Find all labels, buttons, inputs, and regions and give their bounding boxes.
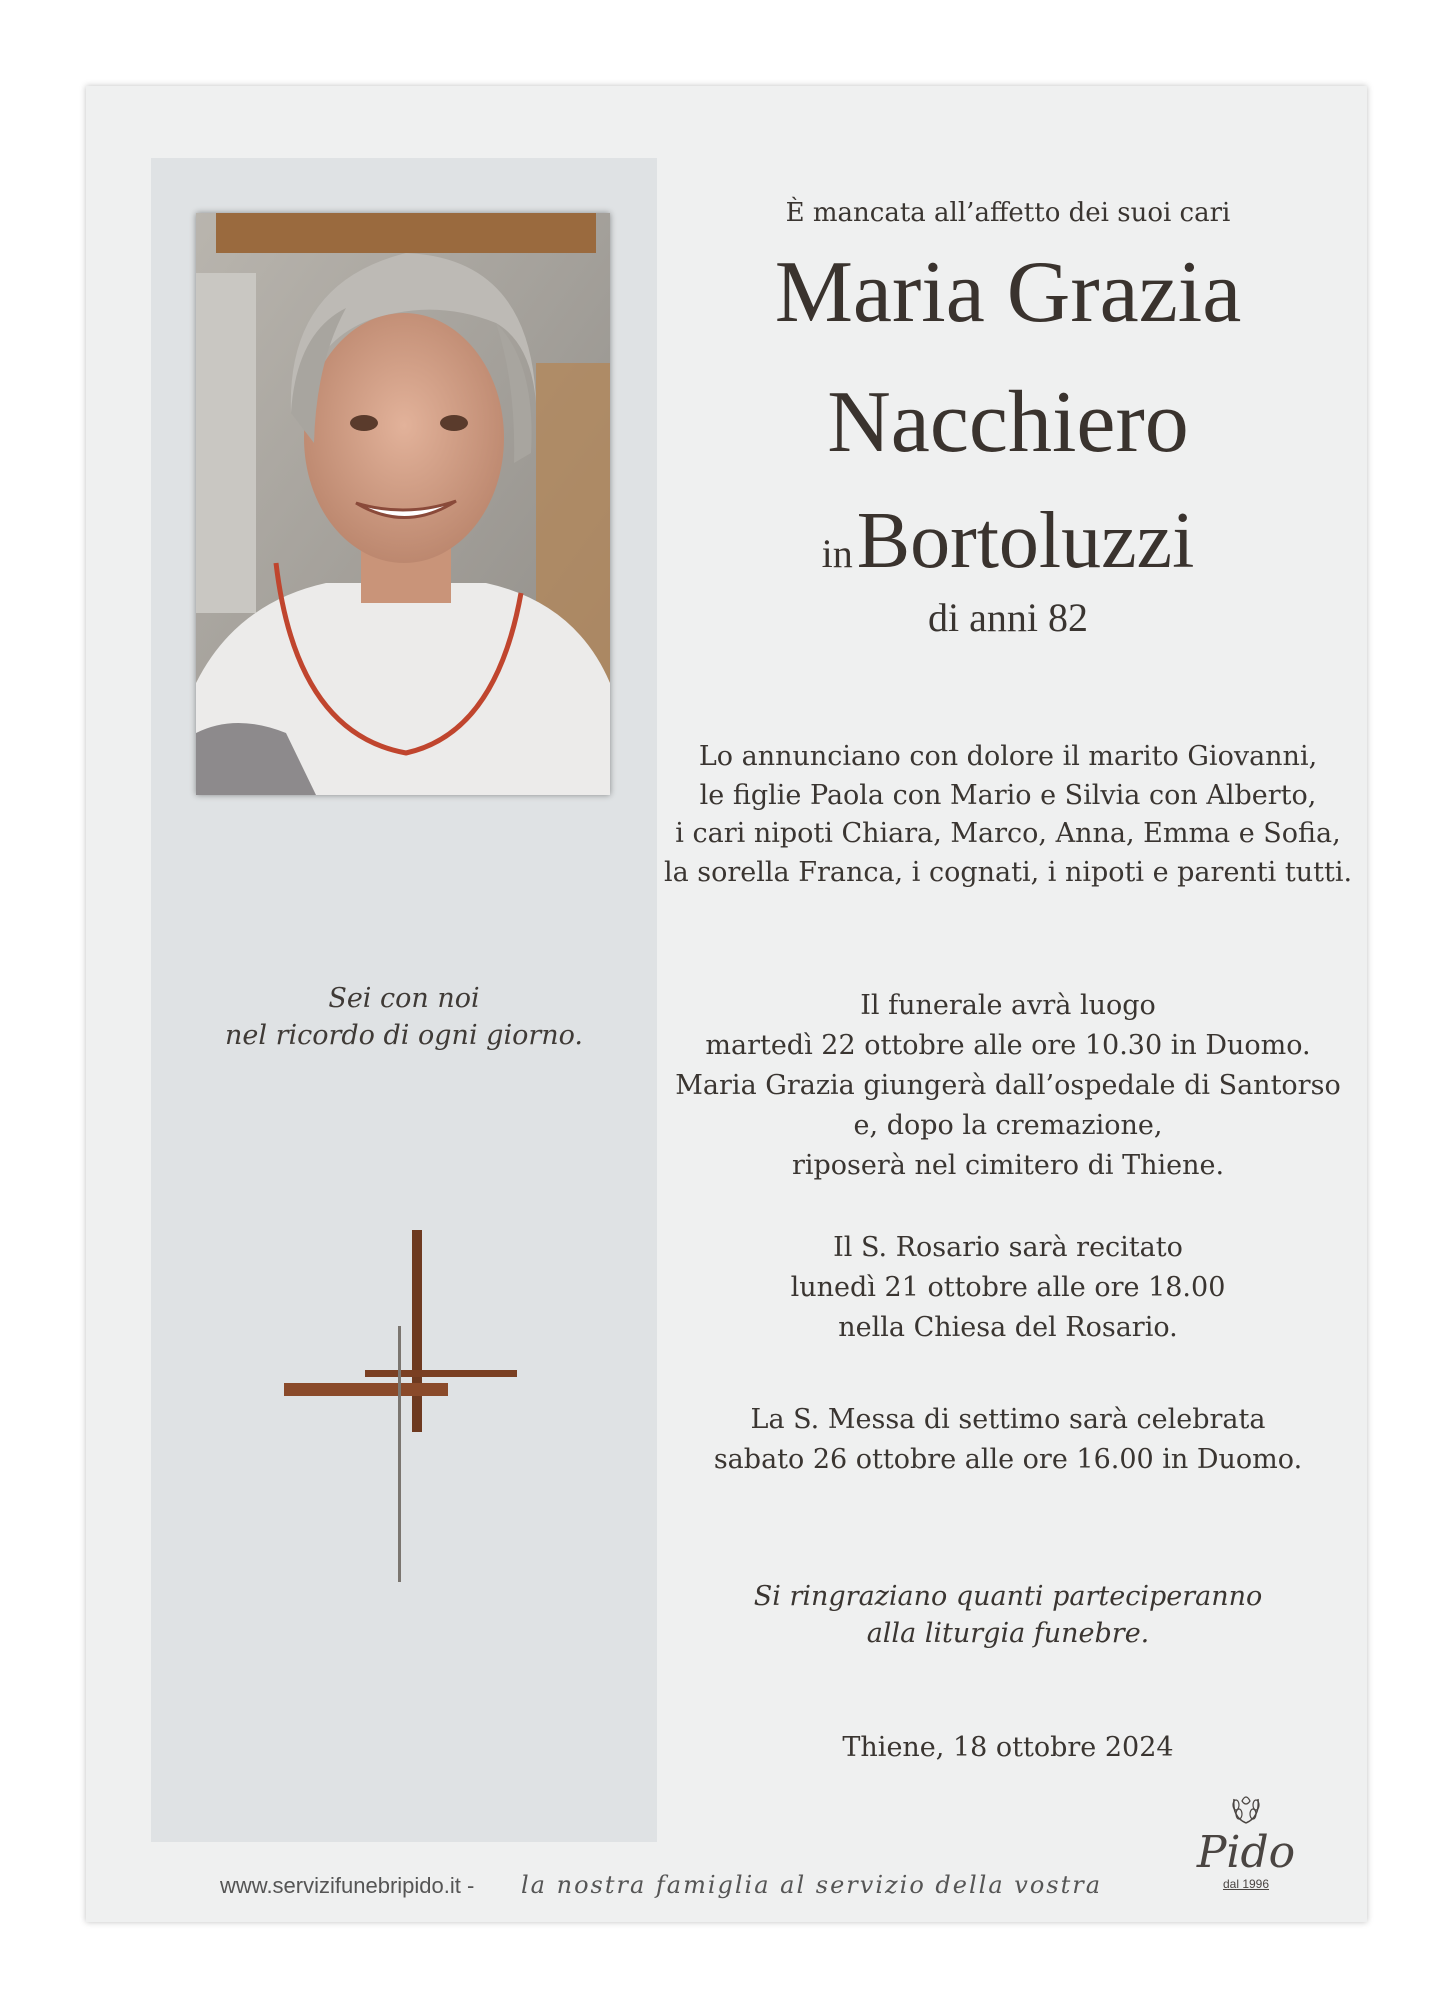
rosary-line: nella Chiesa del Rosario. bbox=[838, 1312, 1178, 1343]
funeral-line: e, dopo la cremazione, bbox=[853, 1110, 1163, 1141]
married-surname: Bortoluzzi bbox=[856, 497, 1195, 585]
funeral-line: Il funerale avrà luogo bbox=[860, 990, 1156, 1021]
laurel-icon bbox=[1226, 1791, 1266, 1825]
side-panel bbox=[151, 158, 657, 1842]
rosary-line: lunedì 21 ottobre alle ore 18.00 bbox=[790, 1272, 1226, 1303]
portrait-photo bbox=[196, 213, 610, 795]
funeral-line: riposerà nel cimitero di Thiene. bbox=[791, 1150, 1225, 1181]
rosary-line: Il S. Rosario sarà recitato bbox=[833, 1232, 1183, 1263]
age-text: di anni 82 bbox=[928, 595, 1088, 640]
side-quote bbox=[151, 980, 657, 1054]
thanks-line: alla liturgia funebre. bbox=[866, 1618, 1150, 1649]
announcement-paragraph bbox=[649, 738, 1367, 892]
funeral-paragraph bbox=[649, 986, 1367, 1186]
thanks-line: Si ringraziano quanti parteciperanno bbox=[753, 1581, 1263, 1612]
logo-name: Pido bbox=[1196, 1827, 1296, 1878]
thanks-paragraph bbox=[649, 1578, 1367, 1652]
announcement-line: Lo annunciano con dolore il marito Giovanni, bbox=[698, 741, 1318, 772]
deceased-surname: Nacchiero bbox=[827, 374, 1189, 471]
deceased-first-name: Maria Grazia bbox=[774, 244, 1242, 341]
rosary-paragraph bbox=[649, 1228, 1367, 1348]
married-name bbox=[649, 496, 1367, 608]
intro-text: È mancata all’affetto dei suoi cari bbox=[785, 198, 1231, 228]
footer-url-link[interactable]: www.servizifunebripido.it - bbox=[220, 1873, 475, 1898]
announcement-line: i cari nipoti Chiara, Marco, Anna, Emma e Sofia, bbox=[675, 818, 1341, 849]
mass-line: La S. Messa di settimo sarà celebrata bbox=[750, 1404, 1266, 1435]
announcement-line: le figlie Paola con Mario e Silvia con Alberto, bbox=[699, 779, 1317, 811]
mass-line: sabato 26 ottobre alle ore 16.00 in Duomo. bbox=[713, 1444, 1303, 1475]
mass-paragraph bbox=[649, 1400, 1367, 1480]
married-prefix: in bbox=[821, 531, 853, 576]
obituary-sheet bbox=[86, 86, 1367, 1922]
announcement-line: la sorella Franca, i cognati, i nipoti e parenti tutti. bbox=[663, 856, 1353, 888]
pido-logo bbox=[1191, 1791, 1301, 1891]
place-date: Thiene, 18 ottobre 2024 bbox=[842, 1732, 1174, 1763]
side-quote-line: Sei con noi bbox=[328, 983, 480, 1014]
funeral-line: Maria Grazia giungerà dall’ospedale di Santorso bbox=[675, 1070, 1341, 1101]
side-quote-line: nel ricordo di ogni giorno. bbox=[224, 1020, 583, 1051]
footer-tagline: la nostra famiglia al servizio della vostra bbox=[521, 1871, 1103, 1899]
portrait-image bbox=[196, 213, 610, 795]
logo-since: dal 1996 bbox=[1222, 1877, 1270, 1891]
funeral-line: martedì 22 ottobre alle ore 10.30 in Duomo. bbox=[705, 1030, 1311, 1061]
